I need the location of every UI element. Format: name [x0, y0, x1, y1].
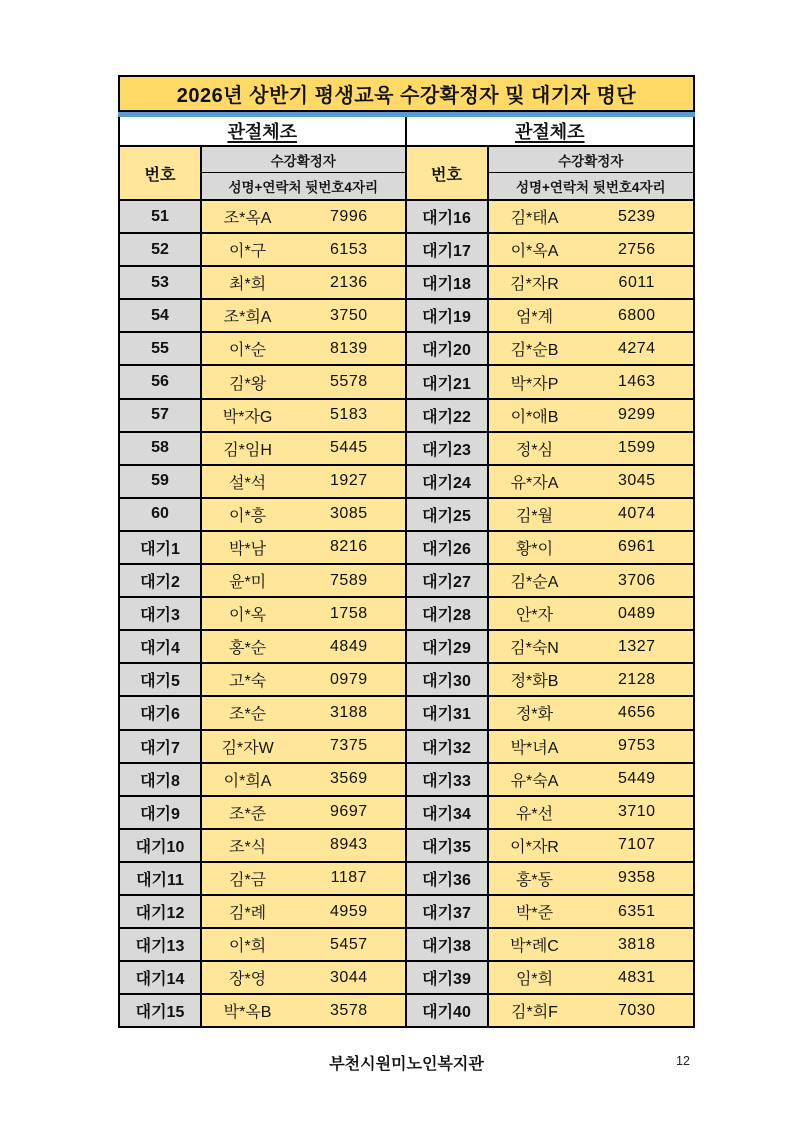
row-number: 대기8 [120, 764, 202, 795]
table-row [407, 331, 694, 364]
phone-last4: 4656 [617, 703, 656, 721]
class-name-label: 관절체조 [514, 122, 585, 142]
masked-name: 김*순A [510, 574, 559, 592]
row-name-phone-cell [202, 631, 405, 662]
row-number: 대기18 [407, 267, 489, 298]
table-row [120, 762, 405, 795]
table-row [120, 861, 405, 894]
phone-last4: 0489 [617, 604, 656, 622]
masked-name: 이*애B [510, 408, 559, 426]
row-name-phone-cell [202, 863, 405, 894]
masked-name: 유*선 [515, 805, 554, 823]
phone-last4: 9299 [617, 406, 656, 424]
masked-name: 정*화 [515, 706, 554, 724]
table-row [407, 199, 694, 232]
row-number: 대기12 [120, 896, 202, 927]
row-name-phone-cell [489, 433, 694, 464]
phone-last4: 6153 [330, 240, 368, 258]
phone-last4: 7030 [617, 1001, 656, 1019]
phone-last4: 8216 [330, 538, 368, 556]
masked-name: 홍*순 [228, 640, 267, 658]
table-row [407, 729, 694, 762]
masked-name: 황*이 [515, 540, 554, 558]
masked-name: 조*순 [228, 706, 267, 724]
masked-name: 이*희A [223, 772, 272, 790]
row-number: 51 [120, 201, 202, 232]
table-row [120, 729, 405, 762]
phone-last4: 1463 [617, 373, 656, 391]
phone-last4: 3710 [617, 803, 656, 821]
row-number: 대기2 [120, 565, 202, 596]
table-row [407, 828, 694, 861]
masked-name: 정*화B [510, 673, 559, 691]
table-row [407, 762, 694, 795]
table-row [407, 464, 694, 497]
row-number: 대기13 [120, 929, 202, 960]
phone-last4: 4959 [330, 902, 368, 920]
row-number: 대기28 [407, 598, 489, 629]
left-table-header [120, 147, 405, 199]
table-row [120, 398, 405, 431]
masked-name: 최*희 [228, 276, 267, 294]
phone-last4: 7996 [330, 207, 368, 225]
row-name-phone-cell [489, 598, 694, 629]
row-name-phone-cell [202, 764, 405, 795]
table-row [407, 596, 694, 629]
masked-name: 이*구 [228, 243, 267, 261]
class-name-header [407, 117, 694, 147]
phone-last4: 7375 [330, 737, 368, 755]
phone-last4: 6961 [617, 538, 656, 556]
table-row [120, 662, 405, 695]
row-name-phone-cell [489, 400, 694, 431]
row-name-phone-cell [489, 499, 694, 530]
row-number: 대기23 [407, 433, 489, 464]
row-number: 55 [120, 333, 202, 364]
phone-last4: 3818 [617, 935, 656, 953]
phone-last4: 1927 [330, 472, 368, 490]
table-row [120, 596, 405, 629]
masked-name: 유*숙A [510, 772, 559, 790]
row-number: 대기5 [120, 664, 202, 695]
name-phone-column-header: 성명+연락처 뒷번호4자리 [489, 173, 694, 199]
row-number: 대기26 [407, 532, 489, 563]
phone-last4: 4074 [617, 505, 656, 523]
table-row [120, 364, 405, 397]
masked-name: 박*자P [510, 375, 559, 393]
row-name-phone-cell [202, 433, 405, 464]
row-name-phone-cell [202, 929, 405, 960]
masked-name: 박*자G [222, 408, 273, 426]
row-number: 대기29 [407, 631, 489, 662]
roster-table [118, 75, 695, 1028]
row-number: 대기22 [407, 400, 489, 431]
table-row [407, 398, 694, 431]
table-row [120, 298, 405, 331]
masked-name: 유*자A [510, 474, 559, 492]
table-row [407, 497, 694, 530]
masked-name: 이*옥 [228, 607, 267, 625]
masked-name: 조*식 [228, 838, 267, 856]
row-name-phone-cell [489, 995, 694, 1026]
row-name-phone-cell [489, 565, 694, 596]
phone-last4: 3578 [330, 1001, 368, 1019]
phone-last4: 3706 [617, 571, 656, 589]
phone-last4: 5239 [617, 207, 656, 225]
table-row [407, 298, 694, 331]
masked-name: 이*자R [510, 838, 559, 856]
row-number: 대기24 [407, 466, 489, 497]
row-number: 대기40 [407, 995, 489, 1026]
table-row [120, 431, 405, 464]
number-column-header: 번호 [407, 147, 489, 199]
class-name-label: 관절체조 [227, 122, 298, 142]
phone-last4: 3569 [330, 770, 368, 788]
row-name-phone-cell [202, 598, 405, 629]
row-name-phone-cell [489, 234, 694, 265]
table-row [407, 894, 694, 927]
row-number: 대기9 [120, 797, 202, 828]
phone-last4: 3085 [330, 505, 368, 523]
row-number: 53 [120, 267, 202, 298]
phone-last4: 3045 [617, 472, 656, 490]
row-name-phone-cell [489, 731, 694, 762]
masked-name: 이*순 [228, 342, 267, 360]
row-name-phone-cell [202, 995, 405, 1026]
row-name-phone-cell [202, 300, 405, 331]
row-number: 대기4 [120, 631, 202, 662]
phone-last4: 8139 [330, 339, 368, 357]
table-row [407, 364, 694, 397]
masked-name: 임*희 [515, 971, 554, 989]
table-row [120, 232, 405, 265]
row-number: 대기38 [407, 929, 489, 960]
row-number: 대기27 [407, 565, 489, 596]
row-name-phone-cell [489, 466, 694, 497]
phone-last4: 6011 [618, 273, 655, 291]
right-table-header [407, 147, 694, 199]
phone-last4: 0979 [330, 670, 368, 688]
phone-last4: 2136 [330, 273, 368, 291]
table-row [120, 960, 405, 993]
row-number: 대기33 [407, 764, 489, 795]
table-row [407, 662, 694, 695]
row-name-phone-cell [489, 300, 694, 331]
phone-last4: 3044 [330, 968, 368, 986]
tables-container [118, 117, 695, 1028]
phone-last4: 1599 [617, 439, 656, 457]
row-name-phone-cell [489, 863, 694, 894]
row-name-phone-cell [202, 731, 405, 762]
masked-name: 장*영 [228, 971, 267, 989]
row-number: 대기34 [407, 797, 489, 828]
table-row [120, 927, 405, 960]
table-row [407, 431, 694, 464]
masked-name: 김*태A [510, 210, 559, 228]
phone-last4: 2128 [617, 670, 656, 688]
row-number: 대기25 [407, 499, 489, 530]
left-table-body [120, 199, 405, 1026]
masked-name: 고*숙 [228, 673, 267, 691]
phone-last4: 4849 [330, 637, 368, 655]
phone-last4: 6351 [617, 902, 656, 920]
row-name-phone-cell [202, 267, 405, 298]
phone-last4: 2756 [617, 240, 656, 258]
row-number: 대기3 [120, 598, 202, 629]
masked-name: 이*옥A [510, 243, 559, 261]
table-row [407, 993, 694, 1026]
masked-name: 김*왕 [228, 375, 267, 393]
row-number: 대기16 [407, 201, 489, 232]
phone-last4: 5578 [330, 373, 368, 391]
table-row [407, 232, 694, 265]
class-name-header [120, 117, 405, 147]
masked-name: 정*심 [515, 441, 554, 459]
masked-name: 엄*계 [515, 309, 554, 327]
row-name-phone-cell [489, 333, 694, 364]
row-number: 52 [120, 234, 202, 265]
row-number: 대기39 [407, 962, 489, 993]
row-number: 대기10 [120, 830, 202, 861]
masked-name: 홍*동 [515, 871, 554, 889]
phone-last4: 4831 [617, 968, 656, 986]
row-number: 대기7 [120, 731, 202, 762]
table-row [407, 927, 694, 960]
table-row [120, 199, 405, 232]
left-table [118, 117, 407, 1028]
row-name-phone-cell [489, 267, 694, 298]
masked-name: 김*월 [515, 507, 554, 525]
table-row [120, 894, 405, 927]
phone-last4: 1758 [330, 604, 368, 622]
masked-name: 안*자 [515, 607, 554, 625]
confirmed-column-header: 수강확정자 [489, 147, 694, 173]
row-number: 대기1 [120, 532, 202, 563]
table-row [407, 861, 694, 894]
phone-last4: 3750 [330, 306, 368, 324]
row-name-phone-cell [202, 664, 405, 695]
phone-last4: 9697 [330, 803, 368, 821]
masked-name: 조*희A [223, 309, 272, 327]
row-number: 대기17 [407, 234, 489, 265]
phone-last4: 8943 [330, 836, 368, 854]
row-name-phone-cell [202, 366, 405, 397]
masked-name: 이*흥 [228, 507, 267, 525]
phone-last4: 7589 [330, 571, 368, 589]
row-name-phone-cell [202, 499, 405, 530]
footer-organization: 부천시원미노인복지관 [329, 1056, 484, 1073]
table-row [120, 497, 405, 530]
table-row [407, 695, 694, 728]
right-table-body [407, 199, 694, 1026]
row-number: 57 [120, 400, 202, 431]
phone-last4: 4274 [617, 339, 656, 357]
masked-name: 설*석 [228, 474, 267, 492]
row-number: 대기14 [120, 962, 202, 993]
name-phone-column-header: 성명+연락처 뒷번호4자리 [202, 173, 405, 199]
row-number: 대기15 [120, 995, 202, 1026]
masked-name: 박*옥B [223, 1004, 272, 1022]
row-name-phone-cell [489, 664, 694, 695]
row-name-phone-cell [202, 697, 405, 728]
row-number: 대기32 [407, 731, 489, 762]
row-name-phone-cell [202, 896, 405, 927]
table-row [120, 993, 405, 1026]
table-row [407, 795, 694, 828]
table-row [407, 629, 694, 662]
row-name-phone-cell [489, 697, 694, 728]
masked-name: 김*자W [221, 739, 274, 757]
row-number: 대기19 [407, 300, 489, 331]
masked-name: 조*옥A [223, 210, 272, 228]
row-number: 대기30 [407, 664, 489, 695]
row-number: 대기11 [120, 863, 202, 894]
table-row [407, 265, 694, 298]
masked-name: 박*례C [510, 938, 559, 956]
row-name-phone-cell [489, 532, 694, 563]
table-row [120, 563, 405, 596]
row-number: 59 [120, 466, 202, 497]
phone-last4: 9753 [617, 737, 656, 755]
right-table [407, 117, 696, 1028]
masked-name: 박*준 [515, 905, 554, 923]
table-row [407, 530, 694, 563]
table-row [407, 563, 694, 596]
row-name-phone-cell [202, 201, 405, 232]
masked-name: 박*남 [228, 540, 267, 558]
table-row [120, 828, 405, 861]
table-row [407, 960, 694, 993]
table-row [120, 265, 405, 298]
masked-name: 김*숙N [510, 640, 559, 658]
row-number: 56 [120, 366, 202, 397]
masked-name: 김*자R [510, 276, 559, 294]
row-name-phone-cell [202, 400, 405, 431]
row-name-phone-cell [202, 466, 405, 497]
row-name-phone-cell [489, 830, 694, 861]
table-row [120, 795, 405, 828]
row-name-phone-cell [489, 631, 694, 662]
row-number: 대기21 [407, 366, 489, 397]
masked-name: 조*준 [228, 805, 267, 823]
row-number: 대기36 [407, 863, 489, 894]
masked-name: 이*희 [228, 938, 267, 956]
row-name-phone-cell [202, 830, 405, 861]
row-name-phone-cell [489, 797, 694, 828]
phone-last4: 5445 [330, 439, 368, 457]
masked-name: 김*희F [511, 1004, 558, 1022]
phone-last4: 5457 [330, 935, 368, 953]
table-row [120, 629, 405, 662]
row-name-phone-cell [202, 797, 405, 828]
phone-last4: 7107 [617, 836, 656, 854]
row-name-phone-cell [202, 234, 405, 265]
phone-last4: 5183 [330, 406, 368, 424]
row-name-phone-cell [202, 333, 405, 364]
masked-name: 김*금 [228, 871, 267, 889]
table-row [120, 530, 405, 563]
masked-name: 김*순B [510, 342, 559, 360]
page-number: 12 [676, 1054, 690, 1068]
confirmed-column-header: 수강확정자 [202, 147, 405, 173]
masked-name: 김*례 [228, 905, 267, 923]
masked-name: 윤*미 [228, 574, 267, 592]
row-name-phone-cell [489, 764, 694, 795]
row-name-phone-cell [489, 929, 694, 960]
phone-last4: 9358 [617, 869, 656, 887]
row-number: 대기35 [407, 830, 489, 861]
masked-name: 김*임H [223, 441, 272, 459]
row-name-phone-cell [202, 962, 405, 993]
phone-last4: 5449 [617, 770, 656, 788]
row-name-phone-cell [489, 962, 694, 993]
phone-last4: 1327 [617, 637, 656, 655]
row-number: 60 [120, 499, 202, 530]
row-name-phone-cell [202, 532, 405, 563]
row-number: 대기37 [407, 896, 489, 927]
phone-last4: 6800 [617, 306, 656, 324]
row-number: 대기31 [407, 697, 489, 728]
table-row [120, 695, 405, 728]
phone-last4: 3188 [330, 703, 368, 721]
row-number: 대기6 [120, 697, 202, 728]
table-row [120, 331, 405, 364]
row-name-phone-cell [489, 201, 694, 232]
number-column-header: 번호 [120, 147, 202, 199]
row-number: 58 [120, 433, 202, 464]
masked-name: 박*녀A [510, 739, 559, 757]
page-title: 2026년 상반기 평생교육 수강확정자 및 대기자 명단 [118, 75, 695, 112]
row-name-phone-cell [202, 565, 405, 596]
table-row [120, 464, 405, 497]
phone-last4: 1187 [330, 869, 368, 887]
row-number: 대기20 [407, 333, 489, 364]
row-name-phone-cell [489, 896, 694, 927]
row-name-phone-cell [489, 366, 694, 397]
row-number: 54 [120, 300, 202, 331]
